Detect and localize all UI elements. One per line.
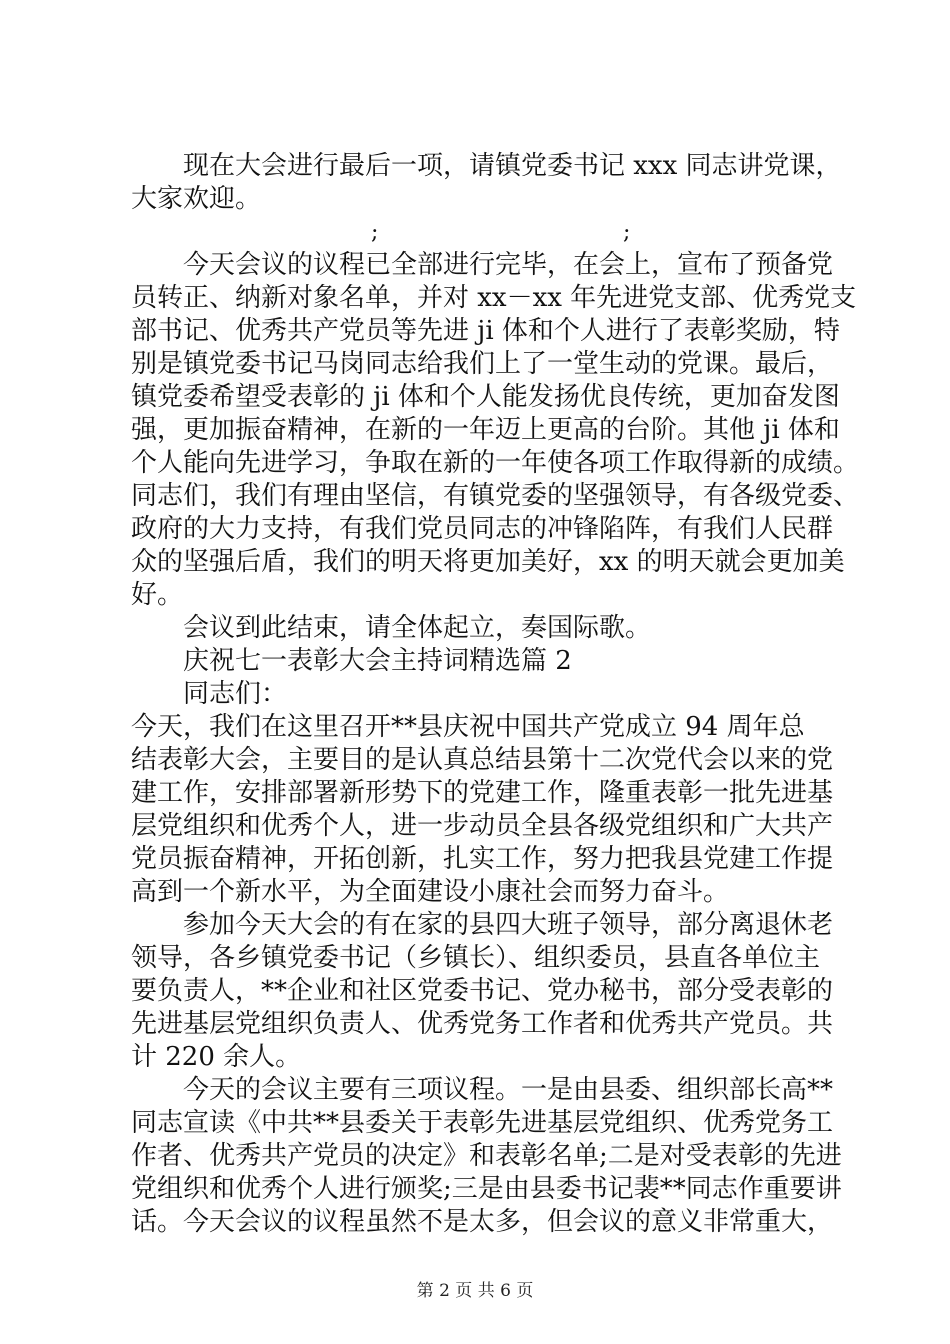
paragraph-line: 别是镇党委书记马岗同志给我们上了一堂生动的党课。最后， (131, 349, 834, 379)
paragraph-line: 话。今天会议的议程虽然不是太多，但会议的意义非常重大， (131, 1207, 834, 1237)
paragraph-line: 个人能向先进学习，争取在新的一年使各项工作取得新的成绩。 (131, 448, 860, 478)
paragraph-line: 高到一个新水平，为全面建设小康社会而努力奋斗。 (131, 877, 730, 907)
separator-mark-right: ; (623, 220, 631, 245)
document-body (131, 150, 860, 1239)
separator-row (131, 216, 833, 249)
paragraph-line: 领导，各乡镇党委书记（乡镇长）、组织委员，县直各单位主 (131, 943, 821, 973)
paragraph-line: 强，更加振奋精神，在新的一年迈上更高的台阶。其他 ji 体和 (131, 415, 840, 445)
paragraph-line: 今天，我们在这里召开**县庆祝中国共产党成立 94 周年总 (131, 712, 805, 742)
paragraph-line: 同志们，我们有理由坚信，有镇党委的坚强领导，有各级党委、 (131, 481, 860, 511)
paragraph-line: 员转正、纳新对象名单，并对 xx－xx 年先进党支部、优秀党支 (131, 283, 857, 313)
paragraph-line: 今天的会议主要有三项议程。一是由县委、组织部长高** (183, 1075, 834, 1105)
paragraph-line: 政府的大力支持，有我们党员同志的冲锋陷阵，有我们人民群 (131, 514, 834, 544)
paragraph-line: 大家欢迎。 (131, 184, 262, 214)
paragraph-line: 结表彰大会，主要目的是认真总结县第十二次党代会以来的党 (131, 745, 834, 775)
paragraph-line: 党员振奋精神，开拓创新，扎实工作，努力把我县党建工作提 (131, 844, 834, 874)
paragraph-line: 好。 (131, 580, 184, 610)
paragraph-line: 作者、优秀共产党员的决定》和表彰名单;二是对受表彰的先进 (131, 1141, 842, 1171)
paragraph-line: 要负责人，**企业和社区党委书记、党办秘书，部分受表彰的 (131, 976, 834, 1006)
paragraph-line: 参加今天大会的有在家的县四大班子领导，部分离退休老 (183, 910, 834, 940)
paragraph-line: 会议到此结束，请全体起立，奏国际歌。 (183, 613, 652, 643)
paragraph-line: 镇党委希望受表彰的 ji 体和个人能发扬优良传统，更加奋发图 (131, 382, 840, 412)
paragraph-line: 层党组织和优秀个人，进一步动员全县各级党组织和广大共产 (131, 811, 834, 841)
paragraph-line: 计 220 余人。 (131, 1042, 302, 1072)
paragraph-line: 部书记、优秀共产党员等先进 ji 体和个人进行了表彰奖励，特 (131, 316, 840, 346)
paragraph-line: 建工作，安排部署新形势下的党建工作，隆重表彰一批先进基 (131, 778, 834, 808)
separator-mark-left: ; (371, 220, 379, 245)
page-number-footer: 第 2 页 共 6 页 (416, 1281, 534, 1301)
paragraph-line: 今天会议的议程已全部进行完毕，在会上，宣布了预备党 (183, 250, 834, 280)
paragraph-line: 党组织和优秀个人进行颁奖;三是由县委书记裴**同志作重要讲 (131, 1174, 842, 1204)
paragraph-line: 众的坚强后盾，我们的明天将更加美好，xx 的明天就会更加美 (131, 547, 845, 577)
paragraph-line: 同志宣读《中共**县委关于表彰先进基层党组织、优秀党务工 (131, 1108, 834, 1138)
paragraph-line: 现在大会进行最后一项，请镇党委书记 xxx 同志讲党课， (183, 151, 842, 181)
section-heading: 庆祝七一表彰大会主持词精选篇 2 (183, 646, 572, 676)
salutation: 同志们： (183, 679, 288, 709)
paragraph-line: 先进基层党组织负责人、优秀党务工作者和优秀共产党员。共 (131, 1009, 834, 1039)
